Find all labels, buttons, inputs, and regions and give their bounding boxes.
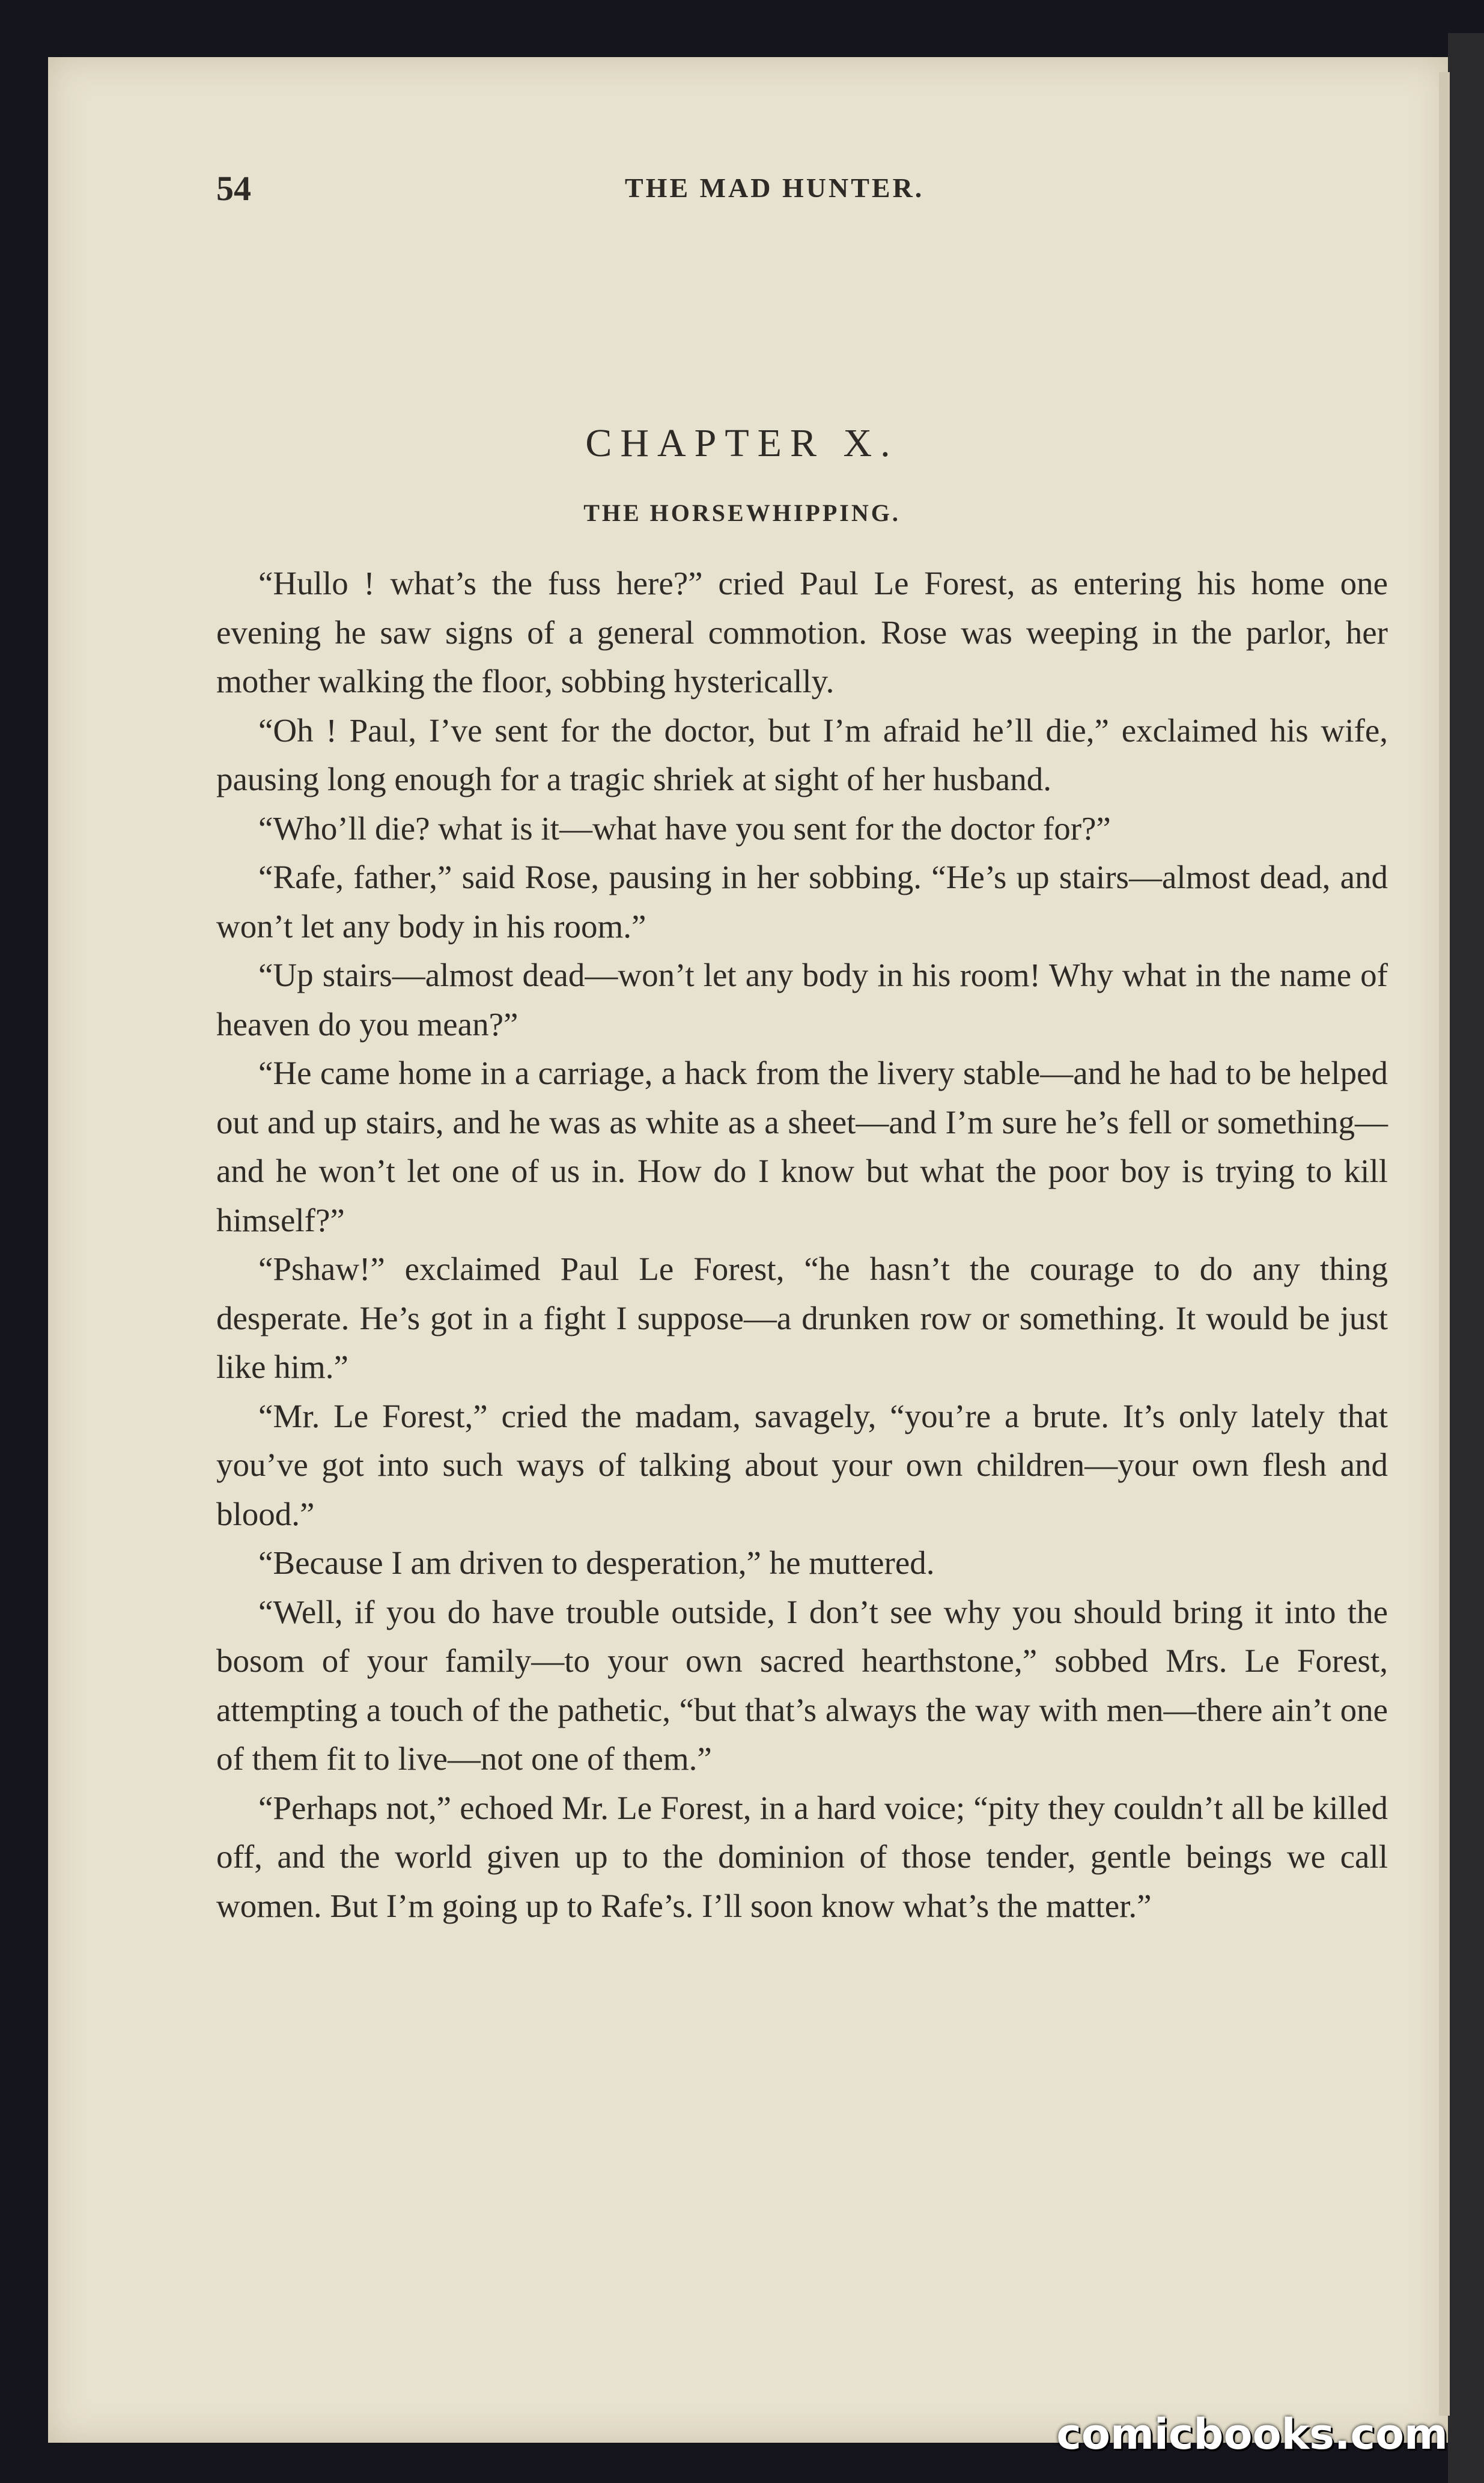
paragraph: “Who’ll die? what is it—what have you sent for the doctor for?” [258, 809, 1111, 847]
watermark: comicbooks.com [1056, 2410, 1448, 2459]
paragraph: “Well, if you do have trouble outside, I don’t see why you should bring it into the bosom of your family—to your own sacred hearthstone,” sobbed Mrs. Le Forest, attempting a touch of the pathetic, “but that’s always the way with men—there ain’t one of them fit to live—not one of them.” [216, 1593, 1388, 1777]
chapter-subtitle: THE HORSEWHIPPING. [583, 499, 901, 526]
paragraph: “Pshaw!” exclaimed Paul Le Forest, “he hasn’t the courage to do any thing desperate. He’s got in a fight I suppose—a drunken row or something. It would be just like him.” [216, 1251, 1388, 1385]
paragraph: “Oh ! Paul, I’ve sent for the doctor, but I’m afraid he’ll die,” exclaimed his wife, pausing long enough for a tragic shriek at sight of her husband. [216, 711, 1388, 797]
body-text [216, 559, 1388, 1930]
running-head: THE MAD HUNTER. [625, 172, 925, 203]
paragraph: “Hullo ! what’s the fuss here?” cried Paul Le Forest, as entering his home one evening he saw signs of a general commotion. Rose was weeping in the parlor, her mother walking the floor, sobbing hysterically. [216, 565, 1388, 699]
paragraph: “Rafe, father,” said Rose, pausing in her sobbing. “He’s up stairs—almost dead, and won’t let any body in his room.” [216, 859, 1388, 945]
page-header [216, 168, 1358, 216]
book-spine [1448, 33, 1484, 2483]
chapter-title: CHAPTER X. [585, 421, 899, 465]
paragraph: “Because I am driven to desperation,” he muttered. [258, 1544, 935, 1581]
paragraph: “Up stairs—almost dead—won’t let any body in his room! Why what in the name of heaven do you mean?” [216, 957, 1388, 1043]
page-number: 54 [216, 169, 251, 208]
paragraph: “Perhaps not,” echoed Mr. Le Forest, in a hard voice; “pity they couldn’t all be killed off, and the world given up to the dominion of those tender, gentle beings we call women. But I’m going up to Rafe’s. I’ll soon know what’s the matter.” [216, 1789, 1388, 1924]
paragraph: “He came home in a carriage, a hack from the livery stable—and he had to be helped out and up stairs, and he was as white as a sheet—and I’m sure he’s fell or something—and he won’t let one of us in. How do I know but what the poor boy is trying to kill himself?” [216, 1055, 1388, 1238]
paragraph: “Mr. Le Forest,” cried the madam, savagely, “you’re a brute. It’s only lately that you’ve got into such ways of talking about your own children—your own flesh and blood.” [216, 1397, 1388, 1532]
